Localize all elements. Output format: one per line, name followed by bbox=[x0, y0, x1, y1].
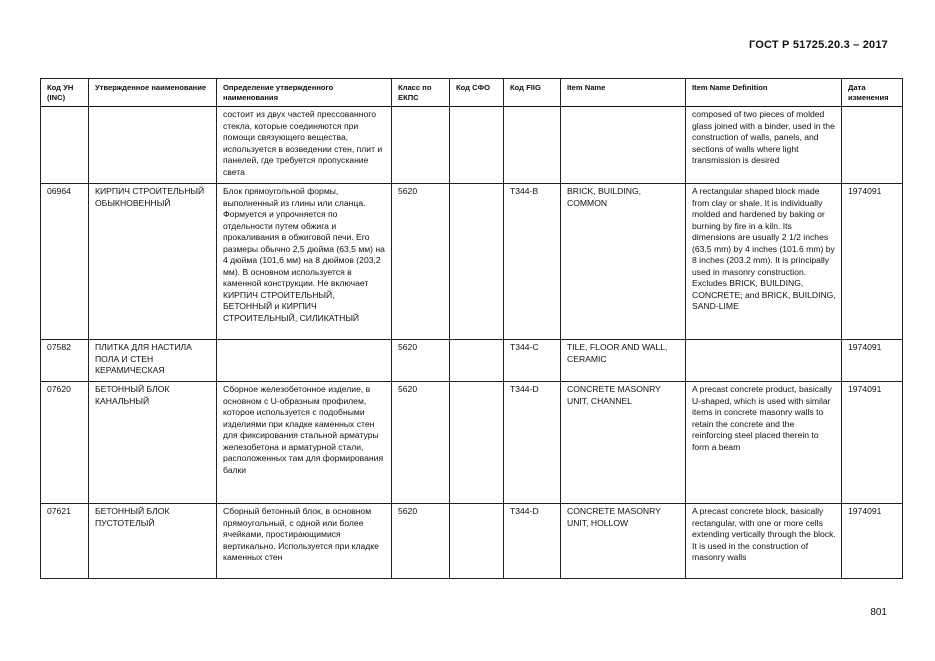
definition-ru-cell: Сборное железобетонное изделие, в основном с U-образным профилем, которое используется с подобными изделиями при кладке каменных стен для фиксирования стальной арматуры железобетона и арматурной стали, расположенных там для формирования балки bbox=[217, 382, 392, 504]
item-name-cell bbox=[561, 107, 686, 184]
definition-en-cell: A precast concrete product, basically U-shaped, which is used with similar items in concrete masonry walls to retain the concrete and the reinforcing steel placed therein to form a beam bbox=[686, 382, 842, 504]
sfo-cell bbox=[450, 107, 504, 184]
table-row bbox=[41, 107, 903, 184]
name-ru-cell: БЕТОННЫЙ БЛОК КАНАЛЬНЫЙ bbox=[89, 382, 217, 504]
column-header: Код FIIG bbox=[504, 79, 561, 107]
definition-en-cell bbox=[686, 340, 842, 382]
table-row bbox=[41, 340, 903, 382]
item-name-cell: CONCRETE MASONRY UNIT, HOLLOW bbox=[561, 504, 686, 579]
column-header: Код УН (INC) bbox=[41, 79, 89, 107]
item-name-cell: CONCRETE MASONRY UNIT, CHANNEL bbox=[561, 382, 686, 504]
class-cell: 5620 bbox=[392, 504, 450, 579]
date-cell: 1974091 bbox=[842, 184, 903, 340]
column-header: Определение утвержденного наименования bbox=[217, 79, 392, 107]
definition-en-cell: composed of two pieces of molded glass joined with a binder, used in the construction of walls, panels, and sections of walls where light transmission is desired bbox=[686, 107, 842, 184]
table-row bbox=[41, 184, 903, 340]
column-header: Item Name bbox=[561, 79, 686, 107]
fiig-cell bbox=[504, 107, 561, 184]
sfo-cell bbox=[450, 184, 504, 340]
document-id: ГОСТ Р 51725.20.3 – 2017 bbox=[748, 39, 888, 51]
page-number: 801 bbox=[870, 607, 887, 618]
definition-en-cell: A precast concrete block, basically rectangular, with one or more cells extending vertically through the block. It is used in the construction of masonry walls bbox=[686, 504, 842, 579]
fiig-cell: T344-D bbox=[504, 504, 561, 579]
item-name-table bbox=[40, 78, 903, 579]
inc-cell bbox=[41, 107, 89, 184]
class-cell: 5620 bbox=[392, 382, 450, 504]
sfo-cell bbox=[450, 382, 504, 504]
column-header: Код СФО bbox=[450, 79, 504, 107]
column-header: Утвержденное наименование bbox=[89, 79, 217, 107]
fiig-cell: T344-D bbox=[504, 382, 561, 504]
column-header: Класс по ЕКПС bbox=[392, 79, 450, 107]
class-cell bbox=[392, 107, 450, 184]
fiig-cell: T344-B bbox=[504, 184, 561, 340]
inc-cell: 07582 bbox=[41, 340, 89, 382]
date-cell bbox=[842, 107, 903, 184]
inc-cell: 06964 bbox=[41, 184, 89, 340]
sfo-cell bbox=[450, 504, 504, 579]
name-ru-cell bbox=[89, 107, 217, 184]
fiig-cell: T344-C bbox=[504, 340, 561, 382]
definition-ru-cell: Сборный бетонный блок, в основном прямоугольный, с одной или более ячейками, простирающимися вертикально. Используется при кладке каменных стен bbox=[217, 504, 392, 579]
date-cell: 1974091 bbox=[842, 504, 903, 579]
item-name-cell: BRICK, BUILDING, COMMON bbox=[561, 184, 686, 340]
definition-ru-cell: Блок прямоугольной формы, выполненный из глины или сланца. Формуется и упрочняется по отдельности путем обжига и прокаливания в обжиговой печи. Его размеры обычно 2,5 дюйма (63,5 мм) на 4 дюйма (101,6 мм) на 8 дюймов (203,2 мм). В основном используется в каменной конструкции. Не включает КИРПИЧ СТРОИТЕЛЬНЫЙ, БЕТОННЫЙ и КИРПИЧ СТРОИТЕЛЬНЫЙ, СИЛИКАТНЫЙ bbox=[217, 184, 392, 340]
column-header: Дата изменения bbox=[842, 79, 903, 107]
definition-ru-cell bbox=[217, 340, 392, 382]
name-ru-cell: ПЛИТКА ДЛЯ НАСТИЛА ПОЛА И СТЕН КЕРАМИЧЕСКАЯ bbox=[89, 340, 217, 382]
sfo-cell bbox=[450, 340, 504, 382]
date-cell: 1974091 bbox=[842, 382, 903, 504]
date-cell: 1974091 bbox=[842, 340, 903, 382]
definition-en-cell: A rectangular shaped block made from clay or shale. It is individually molded and hardened by baking or burning by fire in a kiln. Its dimensions are usually 2 1/2 inches (63.5 mm) by 4 inches (101.6 mm) by 8 inches (203.2 mm). It is principally used in masonry construction. Excludes BRICK, BUILDING, CONCRETE; and BRICK, BUILDING, SAND-LIME bbox=[686, 184, 842, 340]
class-cell: 5620 bbox=[392, 184, 450, 340]
inc-cell: 07621 bbox=[41, 504, 89, 579]
item-name-cell: TILE, FLOOR AND WALL, CERAMIC bbox=[561, 340, 686, 382]
inc-cell: 07620 bbox=[41, 382, 89, 504]
class-cell: 5620 bbox=[392, 340, 450, 382]
table-row bbox=[41, 504, 903, 579]
definition-ru-cell: состоит из двух частей прессованного стекла, которые соединяются при помощи связующего вещества, используется в возведении стен, плит и панелей, где требуется пропускание света bbox=[217, 107, 392, 184]
name-ru-cell: КИРПИЧ СТРОИТЕЛЬНЫЙ ОБЫКНОВЕННЫЙ bbox=[89, 184, 217, 340]
table-header-row bbox=[41, 79, 903, 107]
table-row bbox=[41, 382, 903, 504]
column-header: Item Name Definition bbox=[686, 79, 842, 107]
name-ru-cell: БЕТОННЫЙ БЛОК ПУСТОТЕЛЫЙ bbox=[89, 504, 217, 579]
